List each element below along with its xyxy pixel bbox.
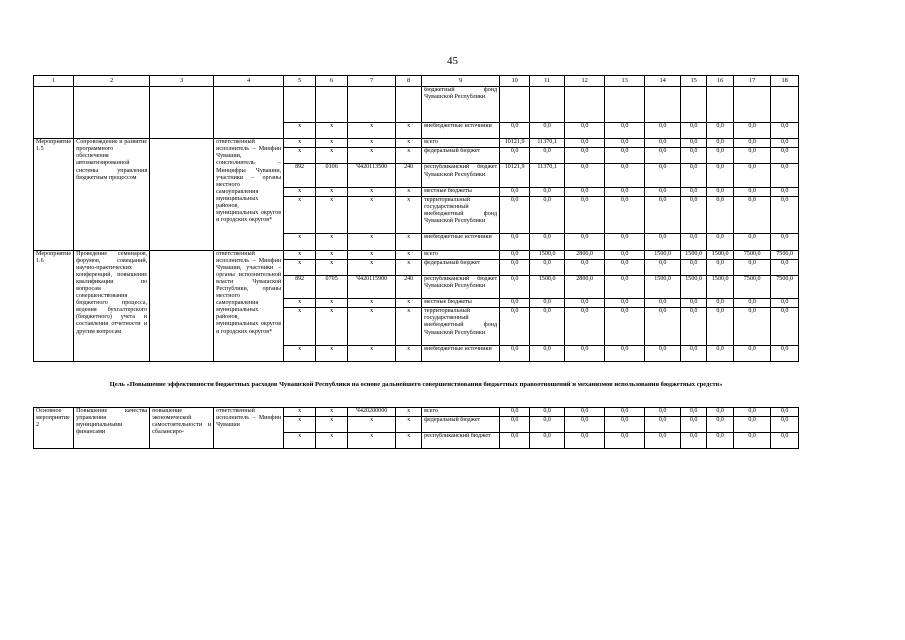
activity-1-5-code: Мероприятие 1.5: [34, 139, 74, 250]
cell-funding-source: федеральный бюджет: [422, 259, 500, 275]
main-activity-2-result: повышение экономической самостоятельности и сбалансиро-: [150, 407, 214, 448]
table-row: [34, 407, 799, 416]
cell-funding-source: федеральный бюджет: [422, 148, 500, 164]
cell-target-article: x: [348, 187, 396, 196]
cell-amount: 0,0: [771, 148, 799, 164]
cell-expense-group: x: [396, 123, 422, 139]
main-activity-2-executor: ответственный исполнитель – Минфин Чувашии: [214, 407, 284, 448]
cell-amount: 0,0: [565, 433, 605, 449]
cell-section: x: [316, 148, 348, 164]
cell-expense-group: x: [396, 299, 422, 308]
cell-amount: 7500,0: [771, 275, 799, 298]
cell-expense-group: x: [396, 433, 422, 449]
cell-expense-group: x: [396, 407, 422, 416]
cell-amount: 0,0: [734, 148, 771, 164]
cell-amount: 0,0: [734, 196, 771, 234]
cell-amount: 7500,0: [771, 250, 799, 259]
cell-amount: 0,0: [645, 139, 681, 148]
cell-amount: 0,0: [500, 275, 530, 298]
cell-section: x: [316, 417, 348, 433]
cell-funding-source: местные бюджеты: [422, 187, 500, 196]
cell-section: 0106: [316, 164, 348, 187]
cell-amount: 0,0: [500, 234, 530, 250]
table-row: [34, 250, 799, 259]
cell-amount: 0,0: [681, 139, 707, 148]
cell-section: 0705: [316, 275, 348, 298]
column-header: 8: [396, 76, 422, 87]
cell-amount: 0,0: [605, 299, 645, 308]
activity-1-6-title: Проведение семинаров, форумов, совещаний, научно-практических конференций, повышение квалификации по вопросам совершенствования бюджетного процесса, ведения бухгалтерского (бюджетного) учета и составления отчетности и другим вопросам: [74, 250, 150, 361]
cell-amount: 0,0: [707, 234, 734, 250]
cell-amount: 0,0: [707, 407, 734, 416]
column-header: 7: [348, 76, 396, 87]
cell-grbs: x: [284, 148, 316, 164]
cell-funding-source: всего: [422, 407, 500, 416]
column-header: 14: [645, 76, 681, 87]
cell-amount: 0,0: [734, 417, 771, 433]
cell-amount: 10121,9: [500, 164, 530, 187]
goal-row: [34, 361, 799, 407]
cell-amount: 0,0: [734, 299, 771, 308]
cell-funding-source: внебюджетные источники: [422, 234, 500, 250]
cell-amount: 0,0: [530, 234, 565, 250]
cell-amount: 0,0: [530, 148, 565, 164]
cell-section: x: [316, 345, 348, 361]
cell-empty: [396, 87, 422, 123]
cell-target-article: x: [348, 196, 396, 234]
cell-amount: 0,0: [734, 139, 771, 148]
cell-amount: 7500,0: [734, 250, 771, 259]
cell-grbs: x: [284, 123, 316, 139]
cell-amount: 0,0: [565, 234, 605, 250]
cell-amount: 0,0: [565, 407, 605, 416]
cell-amount: 0,0: [565, 196, 605, 234]
cell-empty: [284, 87, 316, 123]
cell-amount: 0,0: [530, 123, 565, 139]
cell-amount: 0,0: [681, 196, 707, 234]
column-header: 13: [605, 76, 645, 87]
cell-amount: 0,0: [681, 164, 707, 187]
cell-amount: 1500,0: [530, 250, 565, 259]
cell-amount: 0,0: [734, 234, 771, 250]
cell-funding-source: федеральный бюджет: [422, 417, 500, 433]
cell-grbs: x: [284, 259, 316, 275]
cell-section: x: [316, 299, 348, 308]
cell-amount: 0,0: [681, 187, 707, 196]
cell-target-article: Ч420200000: [348, 407, 396, 416]
cell-amount: 0,0: [771, 234, 799, 250]
cell-grbs: x: [284, 417, 316, 433]
cell-amount: 0,0: [707, 433, 734, 449]
cell-amount: 0,0: [565, 299, 605, 308]
cell-amount: 0,0: [707, 196, 734, 234]
cell-target-article: Ч420115900: [348, 275, 396, 298]
cell-amount: 0,0: [734, 187, 771, 196]
cell-amount: 0,0: [530, 196, 565, 234]
cell-amount: 0,0: [771, 407, 799, 416]
cell-amount: 0,0: [771, 308, 799, 346]
cell-executor: [214, 87, 284, 139]
cell-section: x: [316, 234, 348, 250]
cell-empty: [681, 87, 707, 123]
cell-grbs: x: [284, 234, 316, 250]
cell-funding-source: территориальный государственный внебюджетный фонд Чувашской Республики: [422, 308, 500, 346]
cell-target-article: x: [348, 299, 396, 308]
cell-amount: 0,0: [707, 259, 734, 275]
column-header: 18: [771, 76, 799, 87]
cell-amount: 0,0: [734, 123, 771, 139]
column-header: 1: [34, 76, 74, 87]
cell-amount: 0,0: [605, 433, 645, 449]
cell-amount: 0,0: [605, 345, 645, 361]
cell-target-article: x: [348, 148, 396, 164]
cell-amount: 0,0: [645, 308, 681, 346]
column-header: 6: [316, 76, 348, 87]
cell-result: [150, 87, 214, 139]
cell-amount: 0,0: [565, 164, 605, 187]
cell-amount: 0,0: [707, 123, 734, 139]
cell-amount: 0,0: [681, 299, 707, 308]
cell-expense-group: 240: [396, 275, 422, 298]
main-activity-2-code: Основное мероприятие 2: [34, 407, 74, 448]
activity-1-6-code: Мероприятие 1.6: [34, 250, 74, 361]
cell-target-article: x: [348, 345, 396, 361]
cell-title: [74, 87, 150, 139]
cell-empty: [707, 87, 734, 123]
cell-amount: 0,0: [734, 259, 771, 275]
cell-section: x: [316, 250, 348, 259]
activity-1-5-executor: ответственный исполнитель – Минфин Чувашии, соисполнитель – Минцифры Чувашии, участники – органы местного самоуправления муниципальных районов, муниципальных округов и городских округов*: [214, 139, 284, 250]
cell-target-article: x: [348, 308, 396, 346]
cell-amount: 0,0: [707, 187, 734, 196]
cell-amount: 0,0: [605, 164, 645, 187]
activity-1-5-title: Сопровождение и развитие программного обеспечения автоматизированной системы управления бюджетным процессом: [74, 139, 150, 250]
column-header: 9: [422, 76, 500, 87]
cell-grbs: 892: [284, 164, 316, 187]
cell-amount: 0,0: [645, 259, 681, 275]
cell-grbs: 892: [284, 275, 316, 298]
cell-amount: 0,0: [500, 417, 530, 433]
cell-empty: [734, 87, 771, 123]
cell-amount: 0,0: [530, 259, 565, 275]
cell-target-article: x: [348, 234, 396, 250]
table-row: [34, 87, 799, 123]
cell-amount: 0,0: [500, 433, 530, 449]
cell-amount: 0,0: [500, 123, 530, 139]
cell-amount: 0,0: [681, 345, 707, 361]
cell-empty: [500, 87, 530, 123]
cell-empty: [771, 87, 799, 123]
page-number: 45: [447, 55, 458, 67]
cell-amount: 0,0: [500, 196, 530, 234]
cell-amount: 0,0: [605, 196, 645, 234]
cell-amount: 0,0: [771, 196, 799, 234]
cell-amount: 0,0: [500, 250, 530, 259]
cell-amount: 0,0: [645, 345, 681, 361]
cell-grbs: x: [284, 187, 316, 196]
column-header: 16: [707, 76, 734, 87]
cell-funding-source: республиканский бюджет Чувашской Республики: [422, 275, 500, 298]
cell-amount: 0,0: [605, 259, 645, 275]
cell-amount: 0,0: [500, 148, 530, 164]
cell-amount: 0,0: [645, 417, 681, 433]
cell-amount: 11370,1: [530, 139, 565, 148]
cell-amount: 0,0: [605, 308, 645, 346]
cell-amount: 10121,9: [500, 139, 530, 148]
cell-funding-source: всего: [422, 139, 500, 148]
cell-grbs: x: [284, 433, 316, 449]
cell-funding-source: внебюджетные источники: [422, 123, 500, 139]
cell-amount: 2800,0: [565, 275, 605, 298]
cell-expense-group: x: [396, 250, 422, 259]
cell-amount: 0,0: [605, 139, 645, 148]
cell-amount: 0,0: [645, 407, 681, 416]
cell-amount: 0,0: [565, 308, 605, 346]
cell-amount: 0,0: [681, 417, 707, 433]
cell-amount: 0,0: [530, 433, 565, 449]
cell-section: x: [316, 308, 348, 346]
cell-amount: 0,0: [605, 234, 645, 250]
cell-amount: 0,0: [605, 407, 645, 416]
cell-section: x: [316, 407, 348, 416]
cell-empty: [316, 87, 348, 123]
cell-amount: 0,0: [605, 417, 645, 433]
cell-amount: 0,0: [530, 308, 565, 346]
cell-amount: 0,0: [500, 345, 530, 361]
cell-amount: 0,0: [605, 275, 645, 298]
cell-amount: 0,0: [734, 433, 771, 449]
cell-amount: 0,0: [500, 187, 530, 196]
cell-target-article: x: [348, 417, 396, 433]
cell-section: x: [316, 187, 348, 196]
cell-amount: 0,0: [645, 123, 681, 139]
cell-expense-group: x: [396, 187, 422, 196]
cell-amount: 0,0: [645, 187, 681, 196]
cell-amount: 0,0: [645, 433, 681, 449]
cell-target-article: x: [348, 433, 396, 449]
cell-amount: 0,0: [645, 164, 681, 187]
cell-target-article: x: [348, 123, 396, 139]
column-header: 12: [565, 76, 605, 87]
cell-amount: 0,0: [681, 407, 707, 416]
cell-amount: 0,0: [707, 299, 734, 308]
cell-amount: 7500,0: [734, 275, 771, 298]
cell-grbs: x: [284, 139, 316, 148]
cell-target-article: x: [348, 139, 396, 148]
cell-expense-group: x: [396, 259, 422, 275]
cell-amount: 1500,0: [707, 275, 734, 298]
cell-amount: 0,0: [605, 123, 645, 139]
cell-target-article: Ч420113500: [348, 164, 396, 187]
cell-amount: 0,0: [734, 308, 771, 346]
cell-amount: 0,0: [707, 417, 734, 433]
cell-amount: 0,0: [565, 259, 605, 275]
cell-amount: 0,0: [500, 407, 530, 416]
goal-heading: Цель «Повышение эффективности бюджетных расходов Чувашской Республики на основе дальнейшего совершенствования бюджетных правоотношений и механизмов использования бюджетных средств»: [34, 361, 799, 407]
cell-amount: 0,0: [565, 139, 605, 148]
cell-amount: 0,0: [530, 187, 565, 196]
cell-section: x: [316, 433, 348, 449]
activity-1-6-executor: ответственный исполнитель – Минфин Чувашии, участники – органы исполнительной власти Чувашской Республики, органы местного самоуправления муниципальных районов, муниципальных округов и городских округов*: [214, 250, 284, 361]
cell-amount: 1500,0: [645, 275, 681, 298]
cell-amount: 0,0: [771, 417, 799, 433]
cell-target-article: x: [348, 259, 396, 275]
cell-amount: 2800,0: [565, 250, 605, 259]
cell-amount: 0,0: [734, 345, 771, 361]
cell-empty: [605, 87, 645, 123]
table-row: [34, 139, 799, 148]
cell-amount: 0,0: [500, 308, 530, 346]
cell-amount: 0,0: [771, 299, 799, 308]
column-header: 4: [214, 76, 284, 87]
cell-amount: 0,0: [500, 259, 530, 275]
cell-amount: 0,0: [645, 196, 681, 234]
cell-amount: 0,0: [681, 123, 707, 139]
cell-section: x: [316, 139, 348, 148]
cell-section: x: [316, 259, 348, 275]
cell-amount: 1500,0: [530, 275, 565, 298]
main-activity-2-title: Повышение качества управления муниципальными финансами: [74, 407, 150, 448]
header-row: [34, 76, 799, 87]
cell-amount: 0,0: [707, 139, 734, 148]
cell-empty: [565, 87, 605, 123]
cell-expense-group: x: [396, 148, 422, 164]
cell-amount: 0,0: [707, 308, 734, 346]
column-header: 11: [530, 76, 565, 87]
cell-amount: 0,0: [734, 407, 771, 416]
cell-amount: 0,0: [565, 187, 605, 196]
budget-table: [33, 75, 799, 449]
cell-amount: 0,0: [530, 299, 565, 308]
cell-grbs: x: [284, 345, 316, 361]
cell-expense-group: x: [396, 308, 422, 346]
cell-amount: 0,0: [681, 259, 707, 275]
cell-amount: 0,0: [565, 345, 605, 361]
cell-funding-source: республиканский бюджет Чувашской Республики: [422, 164, 500, 187]
cell-amount: 0,0: [771, 123, 799, 139]
cell-amount: 0,0: [707, 164, 734, 187]
cell-amount: 0,0: [645, 299, 681, 308]
cell-funding-source: бюджетный фонд Чувашской Республики: [422, 87, 500, 123]
cell-expense-group: x: [396, 196, 422, 234]
cell-section: x: [316, 123, 348, 139]
cell-amount: 0,0: [771, 433, 799, 449]
cell-amount: 0,0: [707, 148, 734, 164]
cell-expense-group: x: [396, 139, 422, 148]
cell-amount: 0,0: [645, 148, 681, 164]
cell-amount: 1500,0: [681, 275, 707, 298]
cell-empty: [348, 87, 396, 123]
cell-section: x: [316, 196, 348, 234]
cell-funding-source: территориальный государственный внебюджетный фонд Чувашской Республики: [422, 196, 500, 234]
cell-grbs: x: [284, 407, 316, 416]
column-header: 5: [284, 76, 316, 87]
cell-amount: 0,0: [681, 234, 707, 250]
cell-amount: 11370,1: [530, 164, 565, 187]
cell-amount: 1500,0: [645, 250, 681, 259]
cell-amount: 0,0: [681, 308, 707, 346]
cell-amount: 0,0: [771, 139, 799, 148]
cell-funding-source: местные бюджеты: [422, 299, 500, 308]
cell-amount: 0,0: [530, 345, 565, 361]
cell-funding-source: внебюджетные источники: [422, 345, 500, 361]
cell-amount: 0,0: [565, 123, 605, 139]
cell-amount: 1500,0: [707, 250, 734, 259]
cell-amount: 0,0: [771, 164, 799, 187]
cell-empty: [645, 87, 681, 123]
cell-amount: 0,0: [771, 259, 799, 275]
cell-amount: 0,0: [530, 417, 565, 433]
cell-amount: 0,0: [530, 407, 565, 416]
column-header: 17: [734, 76, 771, 87]
cell-amount: 0,0: [500, 299, 530, 308]
cell-amount: 0,0: [771, 187, 799, 196]
cell-amount: 0,0: [565, 417, 605, 433]
column-header: 3: [150, 76, 214, 87]
cell-amount: 0,0: [645, 234, 681, 250]
cell-activity: [34, 87, 74, 139]
column-header: 10: [500, 76, 530, 87]
cell-funding-source: всего: [422, 250, 500, 259]
cell-grbs: x: [284, 250, 316, 259]
cell-expense-group: 240: [396, 164, 422, 187]
cell-amount: 0,0: [605, 250, 645, 259]
cell-amount: 0,0: [565, 148, 605, 164]
column-header: 15: [681, 76, 707, 87]
cell-empty: [530, 87, 565, 123]
activity-1-6-result: [150, 250, 214, 361]
cell-expense-group: x: [396, 345, 422, 361]
cell-expense-group: x: [396, 417, 422, 433]
cell-amount: 0,0: [734, 164, 771, 187]
cell-amount: 0,0: [681, 148, 707, 164]
column-header: 2: [74, 76, 150, 87]
cell-grbs: x: [284, 308, 316, 346]
cell-amount: 0,0: [605, 148, 645, 164]
cell-grbs: x: [284, 196, 316, 234]
activity-1-5-result: [150, 139, 214, 250]
cell-funding-source: республиканский бюджет: [422, 433, 500, 449]
cell-amount: 0,0: [605, 187, 645, 196]
cell-target-article: x: [348, 250, 396, 259]
cell-expense-group: x: [396, 234, 422, 250]
cell-amount: 0,0: [681, 433, 707, 449]
cell-amount: 1500,0: [681, 250, 707, 259]
cell-grbs: x: [284, 299, 316, 308]
cell-amount: 0,0: [771, 345, 799, 361]
cell-amount: 0,0: [707, 345, 734, 361]
